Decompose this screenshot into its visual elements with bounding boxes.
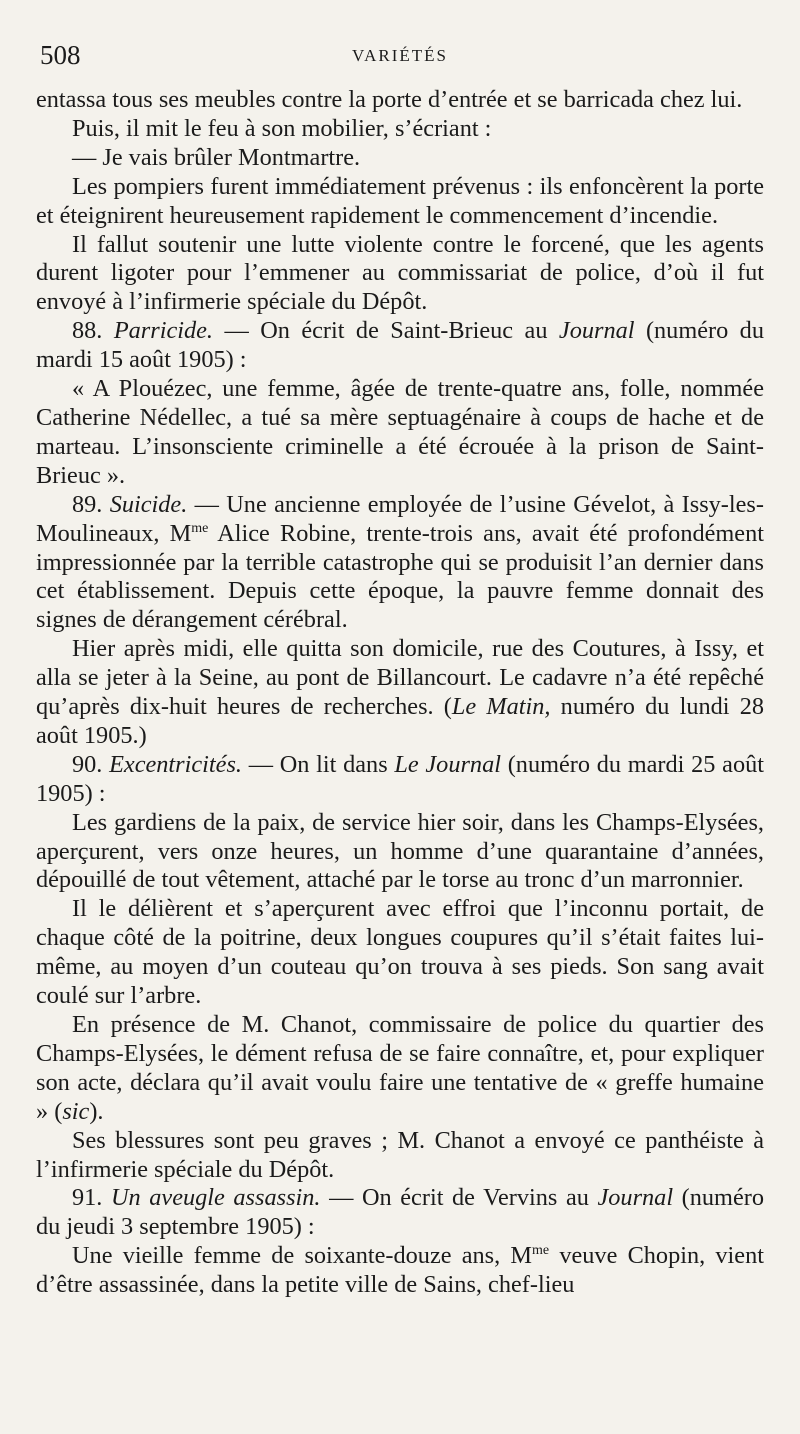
paragraph: Hier après midi, elle quitta son domicile, rue des Coutures, à Issy, et alla se jeter à la Seine, au pont de Billancourt. Le cadavre n’a été repêché qu’après dix-huit heures de recherches. (Le Matin, numéro du lundi 28 août 1905.) [36,635,765,749]
source-title: Journal [558,317,635,345]
paragraph: Une vieille femme de soixante-douze ans, $M^{me}$ veuve Chopin, vient d’être assassinée, dans la petite ville de Sains, chef-lieu [36,1242,764,1299]
source-title: Journal [597,1184,674,1212]
entry-90-paragraph: 90. Excentricités. — On lit dans Le Journal (numéro du mardi 25 août 1905) : [36,750,764,807]
page-number: 508 [40,40,81,70]
entry-91-paragraph: 91. Un aveugle assassin. — On écrit de Vervins au Journal (numéro du jeudi 3 septembre 1905) : [36,1184,764,1241]
paragraph: En présence de M. Chanot, commissaire de police du quartier des Champs-Elysées, le dément refusa de se faire connaître, et, pour expliquer son acte, déclara qu’il avait voulu faire une tentative de « greffe humaine » (sic). [36,1011,764,1125]
paragraph-continued: entassa tous ses meubles contre la porte d’entrée et se barricada chez lui. [36,86,743,113]
paragraph: Il le délièrent et s’aperçurent avec effroi que l’inconnu portait, de chaque côté de la poitrine, deux longues coupures qu’il s’était faites lui-même, au moyen d’un couteau qu’on trouva à ses pieds. Son sang avait coulé sur l’arbre. [36,895,764,1010]
entry-title: Excentricités. [109,750,242,778]
entry-89-paragraph: 89. Suicide. — Une ancienne employée de l’usine Gévelot, à Issy-les-Moulineaux, $M^{me}$ Alice Robine, trente-trois ans, avait été profondément impressionnée par la terrible catastrophe qui se produisit l’an dernier dans cet établissement. Depuis cette époque, la pauvre femme donnait des signes de dérangement cérébral. [36,490,764,634]
source-title: Le Journal [394,750,501,778]
paragraph: Il fallut soutenir une lutte violente contre le forcené, que les agents durent ligoter pour l’emmener au commissariat de police, d’où il fut envoyé à l’infirmerie spéciale du Dépôt. [36,230,764,316]
paragraph: Puis, il mit le feu à son mobilier, s’écriant : [72,114,492,142]
paragraph: Les gardiens de la paix, de service hier soir, dans les Champs-Elysées, aperçurent, vers onze heures, un homme d’une quarantaine d’années, dépouillé de tout vêtement, attaché par le torse au tronc d’un marronnier. [36,808,764,894]
entry-title: Parricide. [113,317,214,345]
entry-88-paragraph: 88. Parricide. — On écrit de Saint-Brieuc au Journal (numéro du mardi 15 août 1905) : [36,317,764,374]
entry-title: Un aveugle assassin. [110,1184,321,1212]
paragraph: Ses blessures sont peu graves ; M. Chanot a envoyé ce panthéiste à l’infirmerie spéciale du Dépôt. [36,1126,764,1183]
source-title: Le Matin, [451,693,551,721]
paragraph: — Je vais brûler Montmartre. [72,143,361,171]
page-header [40,40,760,74]
quotation-paragraph: « A Plouézec, une femme, âgée de trente-quatre ans, folle, nommée Catherine Nédellec, a tué sa mère septuagénaire à coups de hache et de marteau. L’insonsciente criminelle a été écrouée à la prison de Saint-Brieuc ». [36,375,764,489]
paragraph: Les pompiers furent immédiatement prévenus : ils enfoncèrent la porte et éteignirent heureusement rapidement le commencement d’incendie. [36,172,764,229]
running-title: VARIÉTÉS [352,46,448,65]
body-text [36,86,764,1300]
entry-title: Suicide. [109,490,188,518]
